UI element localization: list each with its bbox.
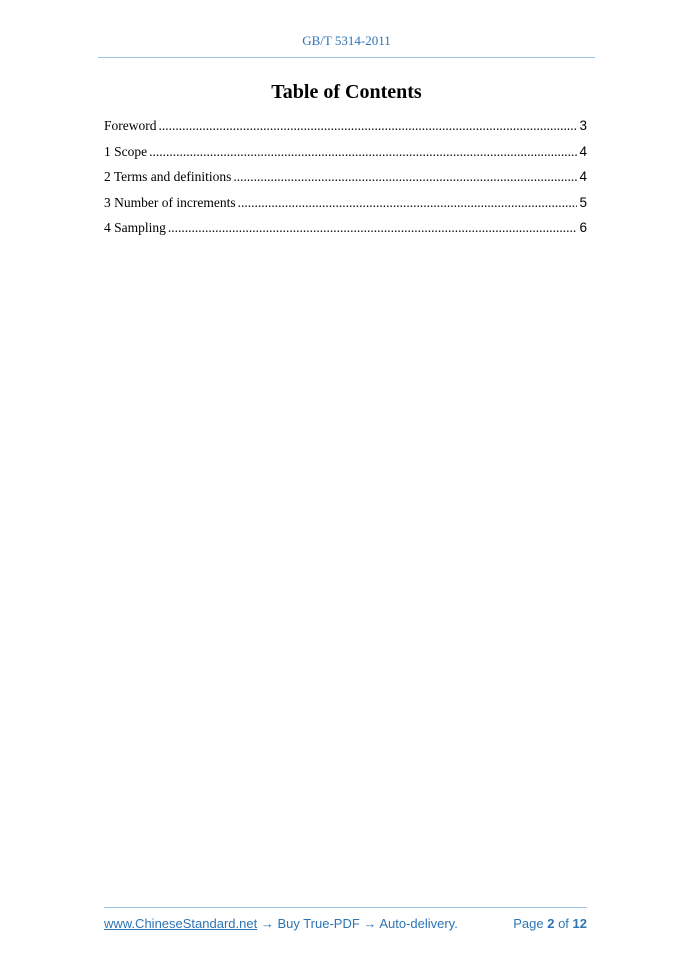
page-label: Page	[513, 916, 548, 931]
toc-dot-leader	[159, 118, 578, 134]
arrow-icon: →	[359, 916, 380, 931]
toc-entry-label: 1 Scope	[104, 143, 148, 159]
toc-entry-label: 3 Number of increments	[104, 194, 236, 210]
page-indicator	[513, 916, 587, 931]
auto-delivery-text: Auto-delivery.	[379, 916, 458, 931]
of-label: of	[554, 916, 573, 931]
toc-entry-label: Foreword	[104, 118, 157, 133]
toc-entry-number-of-increments[interactable]	[104, 195, 587, 221]
total-pages-number: 12	[572, 916, 587, 931]
toc-entry-scope[interactable]	[104, 144, 587, 170]
current-page-number: 2	[547, 916, 555, 931]
toc-entry-label: 2 Terms and definitions	[104, 169, 232, 184]
toc-entry-page: 4	[579, 143, 587, 159]
document-header-code: GB/T 5314-2011	[302, 33, 391, 48]
toc-title: Table of Contents	[271, 81, 422, 103]
footer-promo	[104, 916, 458, 931]
toc-entry-page: 6	[579, 220, 587, 235]
toc-entry-sampling[interactable]	[104, 220, 587, 246]
arrow-icon: →	[257, 916, 278, 931]
toc-list	[104, 118, 587, 246]
buy-true-pdf-text: Buy True-PDF	[277, 916, 360, 931]
page-footer	[104, 916, 587, 931]
toc-entry-page: 3	[579, 118, 587, 133]
toc-entry-label: 4 Sampling	[104, 220, 166, 235]
toc-dot-leader	[168, 220, 578, 236]
toc-entry-page: 4	[579, 169, 587, 184]
toc-dot-leader	[149, 144, 577, 160]
toc-entry-terms-and-definitions[interactable]	[104, 169, 587, 195]
toc-dot-leader	[233, 169, 577, 185]
toc-entry-foreword[interactable]	[104, 118, 587, 144]
toc-entry-page: 5	[579, 194, 587, 210]
header-divider	[98, 57, 595, 58]
footer-divider	[104, 907, 587, 908]
site-link[interactable]: www.ChineseStandard.net	[104, 916, 258, 931]
toc-dot-leader	[238, 195, 578, 211]
